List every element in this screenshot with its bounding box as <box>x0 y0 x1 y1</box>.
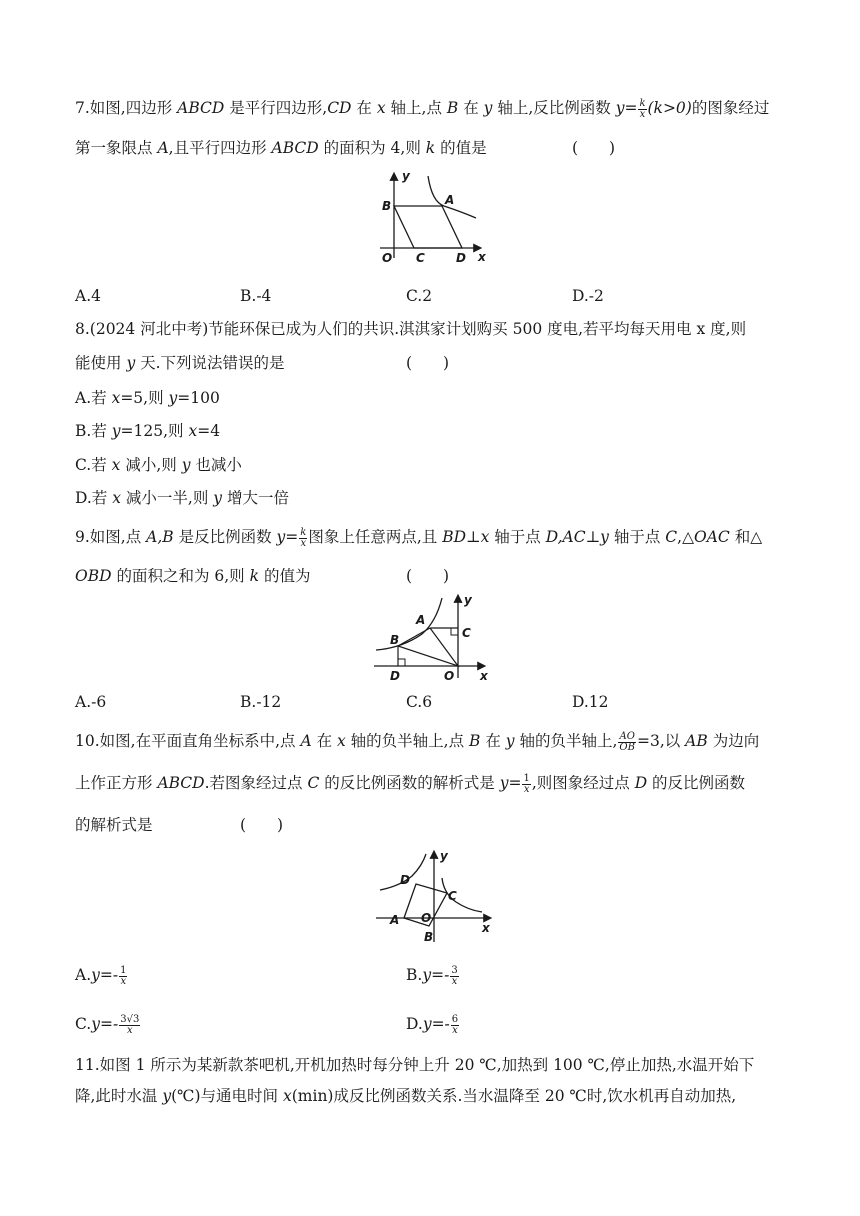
q7-fig-label-D: D <box>456 251 466 265</box>
q9-option-a[interactable]: A.-6 <box>75 693 107 711</box>
q9-line-2: OBD 的面积之和为 6,则 k 的值为 <box>75 567 311 585</box>
q9-fig-label-D: D <box>390 669 400 683</box>
q7-fig-label-x: x <box>478 250 486 264</box>
q8-line-1: 8.(2024 河北中考)节能环保已成为人们的共识.淇淇家计划购买 500 度电,若平均每天用电 x 度,则 <box>75 320 747 338</box>
q8-option-c[interactable]: C.若 x 减小,则 y 也减小 <box>75 456 242 474</box>
q10-figure <box>372 848 497 946</box>
q9-fig-label-O: O <box>444 669 455 683</box>
q9-option-d[interactable]: D.12 <box>572 693 609 711</box>
q10-line-1: 10.如图,在平面直角坐标系中,点 A 在 x 轴的负半轴上,点 B 在 y 轴的负半轴上, $\frac{AO}{OB}$ =3,以 AB 为边向 <box>75 730 760 753</box>
q11-line-1: 11.如图 1 所示为某新款茶吧机,开机加热时每分钟上升 20 ℃,加热到 100 ℃,停止加热,水温开始下 <box>75 1056 755 1074</box>
q10-fig-label-y: y <box>440 849 448 863</box>
q7-option-c[interactable]: C.2 <box>406 287 433 305</box>
q7-fig-label-C: C <box>416 251 425 265</box>
q8-answer-paren: ( ) <box>406 354 450 372</box>
q7-option-d[interactable]: D.-2 <box>572 287 604 305</box>
q7-line-2: 第一象限点 A,且平行四边形 ABCD 的面积为 4,则 k 的值是 <box>75 139 487 157</box>
q7-fig-label-O: O <box>382 251 393 265</box>
q8-option-b[interactable]: B.若 y=125,则 x=4 <box>75 422 221 440</box>
q10-answer-paren: ( ) <box>240 816 284 834</box>
q10-option-b[interactable]: B.y=- $\frac{3}{x}$ <box>406 964 458 987</box>
q10-option-a[interactable]: A.y=- $\frac{1}{x}$ <box>75 964 127 987</box>
q10-line-3: 的解析式是 <box>75 816 153 834</box>
q10-option-c[interactable]: C.y=- $\frac{3√3}{x}$ <box>75 1013 140 1036</box>
q7-answer-paren: ( ) <box>572 139 616 157</box>
q10-fig-label-A: A <box>390 913 400 927</box>
q9-answer-paren: ( ) <box>406 567 450 585</box>
q10-fig-label-D: D <box>400 873 410 887</box>
q9-option-c[interactable]: C.6 <box>406 693 433 711</box>
q9-fig-label-C: C <box>462 626 471 640</box>
q10-option-d[interactable]: D.y=- $\frac{6}{x}$ <box>406 1013 459 1036</box>
q7-line-1: 7.如图,四边形 ABCD 是平行四边形,CD 在 x 轴上,点 B 在 y 轴上,反比例函数 y= $\frac{k}{x}$ (k>0)的图象经过 <box>75 97 770 120</box>
q7-figure <box>370 168 500 268</box>
q7-option-a[interactable]: A.4 <box>75 287 101 305</box>
q9-fig-label-A: A <box>416 613 426 627</box>
q7-fig-label-A: A <box>445 193 455 207</box>
q10-ratio-fraction: $\frac{AO}{OB}$ <box>619 730 635 753</box>
q8-option-d[interactable]: D.若 x 减小一半,则 y 增大一倍 <box>75 489 289 507</box>
q10-fig-label-B: B <box>424 930 434 944</box>
q11-line-2: 降,此时水温 y(℃)与通电时间 x(min)成反比例函数关系.当水温降至 20 ℃时,饮水机再自动加热, <box>75 1087 737 1105</box>
q9-fraction: $\frac{k}{x}$ <box>300 526 307 549</box>
q9-figure <box>372 592 492 684</box>
q9-option-b[interactable]: B.-12 <box>240 693 282 711</box>
q10-fig-label-O: O <box>421 911 432 925</box>
q9-line-1: 9.如图,点 A,B 是反比例函数 y= $\frac{k}{x}$ 图象上任意两点,且 BD⊥x 轴于点 D,AC⊥y 轴于点 C,△OAC 和△ <box>75 526 763 549</box>
q7-fig-label-y: y <box>402 169 410 183</box>
q9-fig-label-x: x <box>480 669 488 683</box>
q7-fraction: $\frac{k}{x}$ <box>639 97 646 120</box>
q10-fig-label-C: C <box>448 889 457 903</box>
q10-fraction: $\frac{1}{x}$ <box>523 772 530 795</box>
q8-option-a[interactable]: A.若 x=5,则 y=100 <box>75 389 220 407</box>
q10-line-2: 上作正方形 ABCD.若图象经过点 C 的反比例函数的解析式是 y= $\frac{1}{x}$ ,则图象经过点 D 的反比例函数 <box>75 772 746 795</box>
q8-line-2: 能使用 y 天.下列说法错误的是 <box>75 354 285 372</box>
q7-option-b[interactable]: B.-4 <box>240 287 272 305</box>
q9-fig-label-B: B <box>390 633 400 647</box>
q10-fig-label-x: x <box>482 921 490 935</box>
q7-fig-label-B: B <box>382 199 392 213</box>
q9-fig-label-y: y <box>464 593 472 607</box>
